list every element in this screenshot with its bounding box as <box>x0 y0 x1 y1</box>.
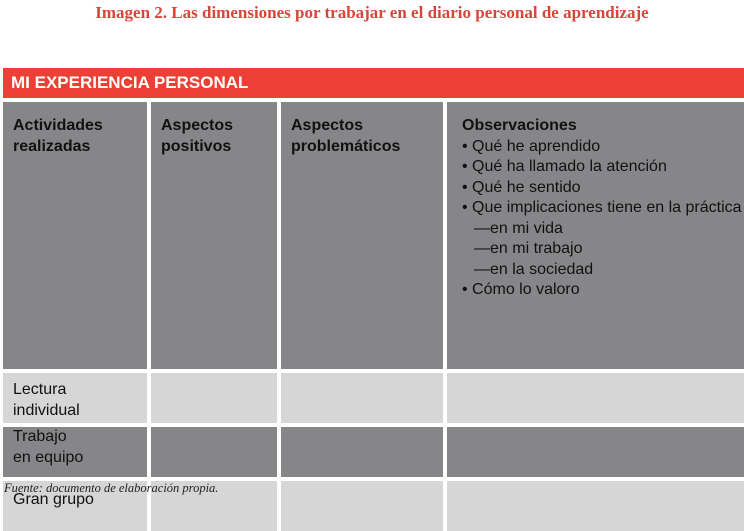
table-cell-empty <box>447 373 744 423</box>
header-actividades-line2: realizadas <box>13 137 91 155</box>
observaciones-subitem: —en mi vida <box>474 219 563 237</box>
row-label-trabajo <box>3 427 147 477</box>
header-problematicos-line2: problemáticos <box>291 137 401 155</box>
header-problematicos-line1: Aspectos <box>291 117 364 134</box>
row-label-line: Lectura <box>13 381 67 398</box>
row-label-lectura <box>3 373 147 423</box>
table-cell-empty <box>281 427 443 477</box>
table-cell-empty <box>281 373 443 423</box>
header-positivos <box>151 102 277 369</box>
figure-caption: Imagen 2. Las dimensiones por trabajar en el diario personal de aprendizaje <box>95 3 649 22</box>
observaciones-item: • Qué he sentido <box>462 178 581 196</box>
header-actividades <box>3 102 147 369</box>
header-actividades-line1: Actividades <box>13 117 103 134</box>
observaciones-item: • Qué ha llamado la atención <box>462 158 667 175</box>
observaciones-title: Observaciones <box>462 117 577 134</box>
header-positivos-line1: Aspectos <box>161 117 234 134</box>
table-cell-empty <box>447 427 744 477</box>
observaciones-item: • Que implicaciones tiene en la práctica <box>462 199 742 216</box>
observaciones-subitem: —en mi trabajo <box>474 240 583 257</box>
row-label-line: en equipo <box>13 448 84 466</box>
table-title: MI EXPERIENCIA PERSONAL <box>3 68 744 98</box>
observaciones-subitem: —en la sociedad <box>474 260 594 278</box>
table-cell-empty <box>151 427 277 477</box>
header-problematicos <box>281 102 443 369</box>
header-observaciones <box>447 102 744 369</box>
table-cell-empty <box>151 373 277 423</box>
row-label-line: individual <box>13 401 80 419</box>
row-label-line: Gran grupo <box>13 491 94 508</box>
header-positivos-line2: positivos <box>161 137 232 155</box>
observaciones-item: • Cómo lo valoro <box>462 281 580 298</box>
table-cell-empty <box>281 481 443 531</box>
observaciones-item: • Qué he aprendido <box>462 137 601 155</box>
source-note: Fuente: documento de elaboración propia. <box>4 481 219 495</box>
row-label-line: Trabajo <box>13 428 67 445</box>
table-cell-empty <box>447 481 744 531</box>
